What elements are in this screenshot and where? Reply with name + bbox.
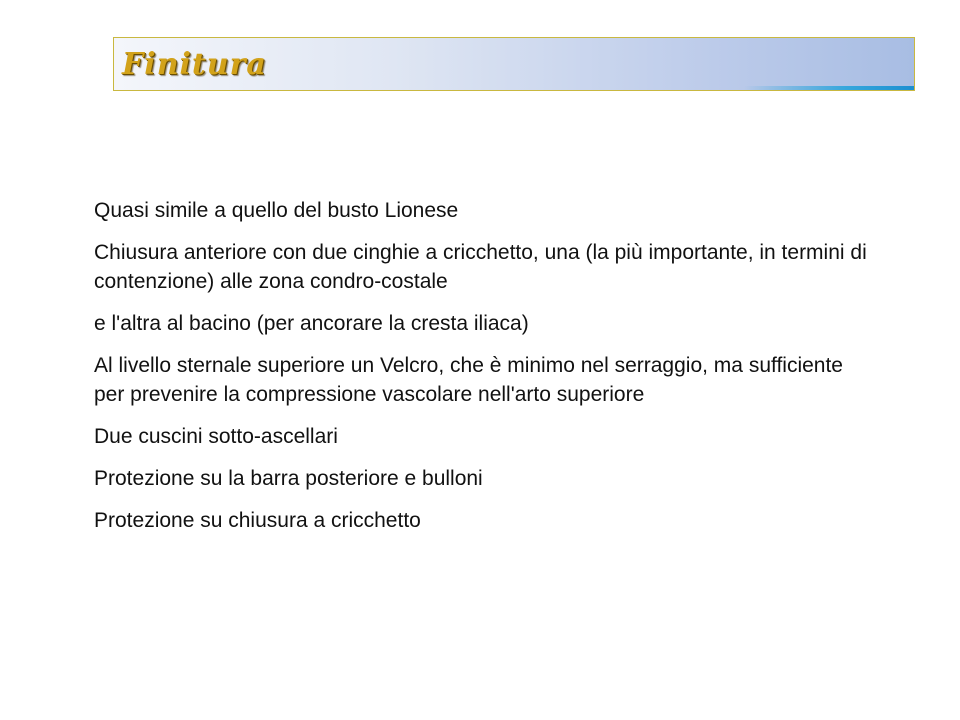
slide-title: Finitura [122,47,267,82]
bullet-item: Due cuscini sotto-ascellari [94,425,338,448]
bullet-item: Quasi simile a quello del busto Lionese [94,199,459,222]
bullet-item: Protezione su la barra posteriore e bulloni [94,467,483,490]
bullet-item: Al livello sternale superiore un Velcro, che è minimo nel serraggio, ma sufficiente per prevenire la compressione vascolare nell'arto superiore [94,354,843,406]
title-accent-stripe [744,86,914,90]
bullet-item: e l'altra al bacino (per ancorare la cresta iliaca) [94,312,529,335]
bullet-item: Protezione su chiusura a cricchetto [94,509,421,532]
bullet-list [94,196,874,548]
bullet-item: Chiusura anteriore con due cinghie a cricchetto, una (la più importante, in termini di contenzione) alle zona condro-costale [94,241,867,293]
title-bar [113,37,915,91]
